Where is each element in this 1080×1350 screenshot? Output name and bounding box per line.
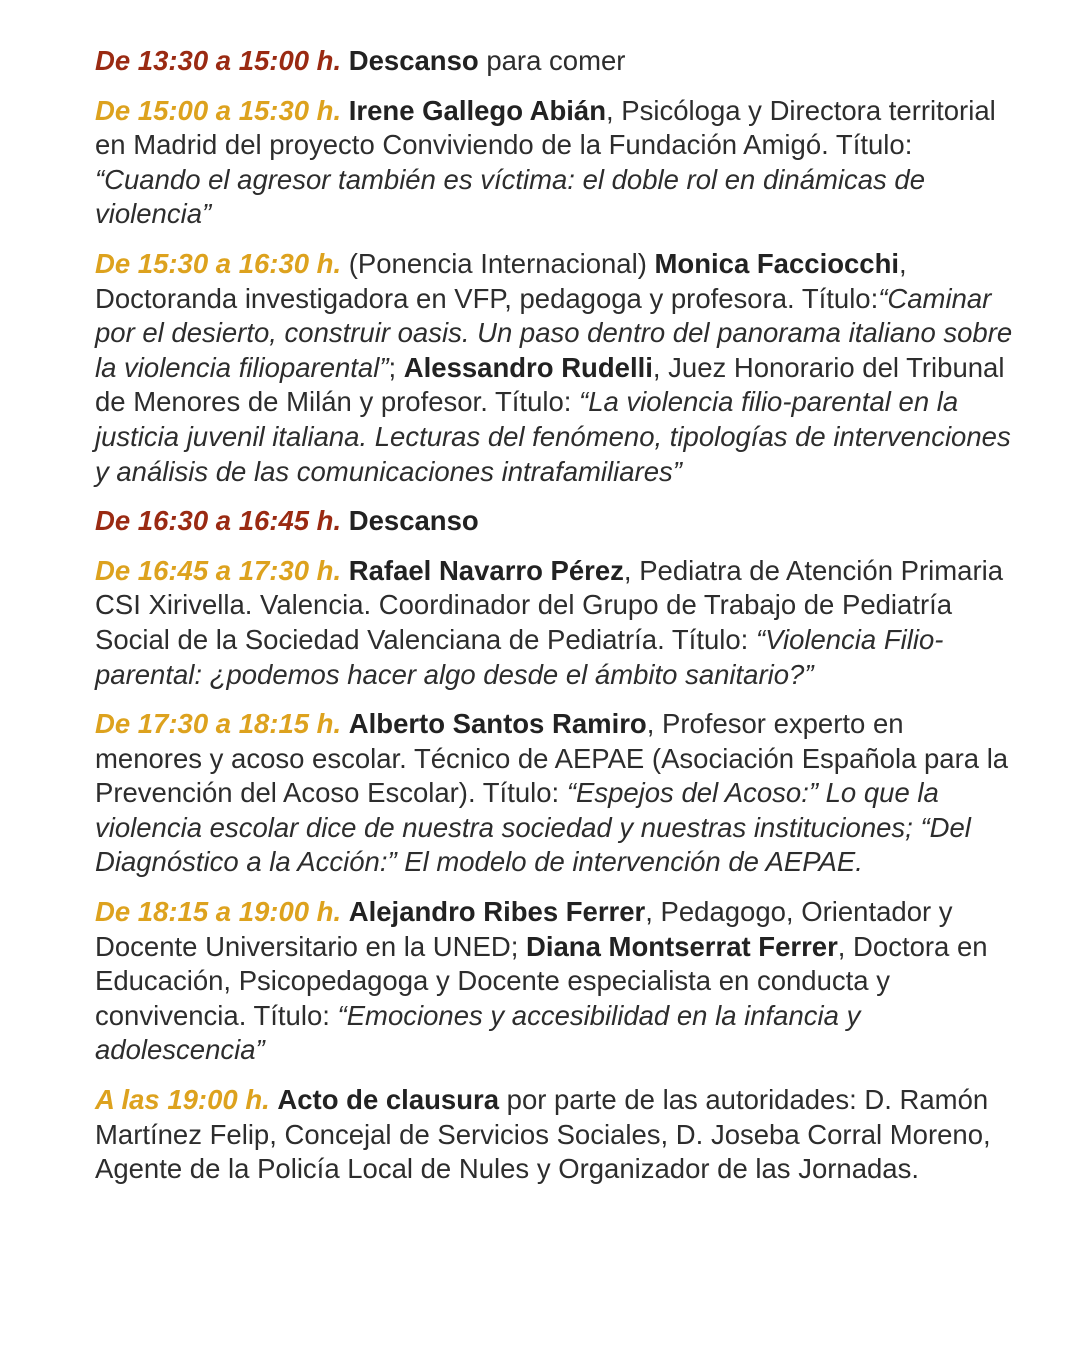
speaker-name: Alberto Santos Ramiro	[348, 708, 647, 740]
talk-title: “Emociones y accesibilidad en la infancia y adolescencia”	[95, 999, 861, 1066]
schedule-entry-international-talk	[95, 247, 1015, 489]
entry-title: Descanso	[348, 45, 479, 76]
speaker-name: Alessandro Rudelli	[403, 351, 653, 383]
schedule-entry-talk-santos	[95, 707, 1015, 880]
schedule-entry-break	[95, 504, 1015, 539]
speaker-role: , Pediatra de Atención Primaria CSI Xirivella. Valencia. Coordinador del Grupo de Trabajo de Pediatría Social de la Sociedad Valenciana de Pediatría. Título:	[95, 554, 1004, 655]
program-schedule	[95, 44, 1015, 1202]
entry-description: por parte de las autoridades: D. Ramón Martínez Felip, Concejal de Servicios Sociales, D. Joseba Corral Moreno, Agente de la Policía Local de Nules y Organizador de las Jornadas.	[95, 1084, 991, 1185]
speaker-role: , Profesor experto en menores y acoso escolar. Técnico de AEPAE (Asociación Española para la Prevención del Acoso Escolar). Título:	[95, 708, 1009, 809]
speaker-role: , Juez Honorario del Tribunal de Menores de Milán y profesor. Título:	[95, 351, 1005, 418]
talk-title: “Espejos del Acoso:” Lo que la violencia escolar dice de nuestra sociedad y nuestras instituciones; “Del Diagnóstico a la Acción:” El modelo de intervención de AEPAE.	[95, 777, 971, 878]
speaker-role: , Doctoranda investigadora en VFP, pedagoga y profesora. Título:	[95, 247, 907, 314]
speaker-name: Rafael Navarro Pérez	[348, 554, 624, 586]
entry-title: Descanso	[348, 505, 479, 537]
speaker-name: Diana Montserrat Ferrer	[526, 930, 838, 962]
entry-time: De 16:45 a 17:30 h.	[95, 554, 342, 586]
entry-time: De 16:30 a 16:45 h.	[95, 505, 342, 537]
schedule-entry-closing	[95, 1083, 1015, 1187]
entry-time: De 13:30 a 15:00 h.	[95, 45, 342, 76]
separator: ;	[388, 351, 404, 383]
schedule-entry-talk-gallego	[95, 94, 1015, 232]
schedule-entry-talk-navarro	[95, 554, 1015, 692]
talk-title: “Caminar por el desierto, construir oasis. Un paso dentro del panorama italiano sobre la violencia filioparental”	[95, 282, 1013, 383]
session-label: (Ponencia Internacional)	[341, 247, 655, 279]
talk-title: “La violencia filio-parental en la justicia juvenil italiana. Lecturas del fenómeno, tipologías de intervenciones y análisis de las comunicaciones intrafamiliares”	[95, 386, 1011, 487]
entry-title: Acto de clausura	[277, 1084, 500, 1116]
entry-time: De 17:30 a 18:15 h.	[95, 708, 342, 740]
speaker-role: , Psicóloga y Directora territorial en Madrid del proyecto Conviviendo de la Fundación Amigó. Título:	[95, 94, 996, 161]
speaker-name: Monica Facciocchi	[654, 247, 900, 279]
schedule-entry-talk-ribes-montserrat	[95, 895, 1015, 1068]
talk-title: “Cuando el agresor también es víctima: el doble rol en dinámicas de violencia”	[95, 163, 926, 230]
speaker-name: Irene Gallego Abián	[348, 94, 607, 126]
speaker-role: , Pedagogo, Orientador y Docente Universitario en la UNED;	[95, 896, 953, 962]
entry-time: A las 19:00 h.	[95, 1084, 270, 1116]
schedule-entry-lunch-break	[95, 44, 1015, 79]
talk-title: “Violencia Filio-parental: ¿podemos hacer algo desde el ámbito sanitario?”	[95, 623, 944, 690]
entry-time: De 15:00 a 15:30 h.	[95, 94, 342, 126]
speaker-name: Alejandro Ribes Ferrer	[348, 896, 646, 928]
entry-time: De 18:15 a 19:00 h.	[95, 896, 342, 928]
speaker-role: , Doctora en Educación, Psicopedagoga y Docente especialista en conducta y convivencia. Título:	[95, 930, 988, 1031]
entry-time: De 15:30 a 16:30 h.	[95, 247, 342, 279]
entry-description: para comer	[478, 45, 626, 76]
